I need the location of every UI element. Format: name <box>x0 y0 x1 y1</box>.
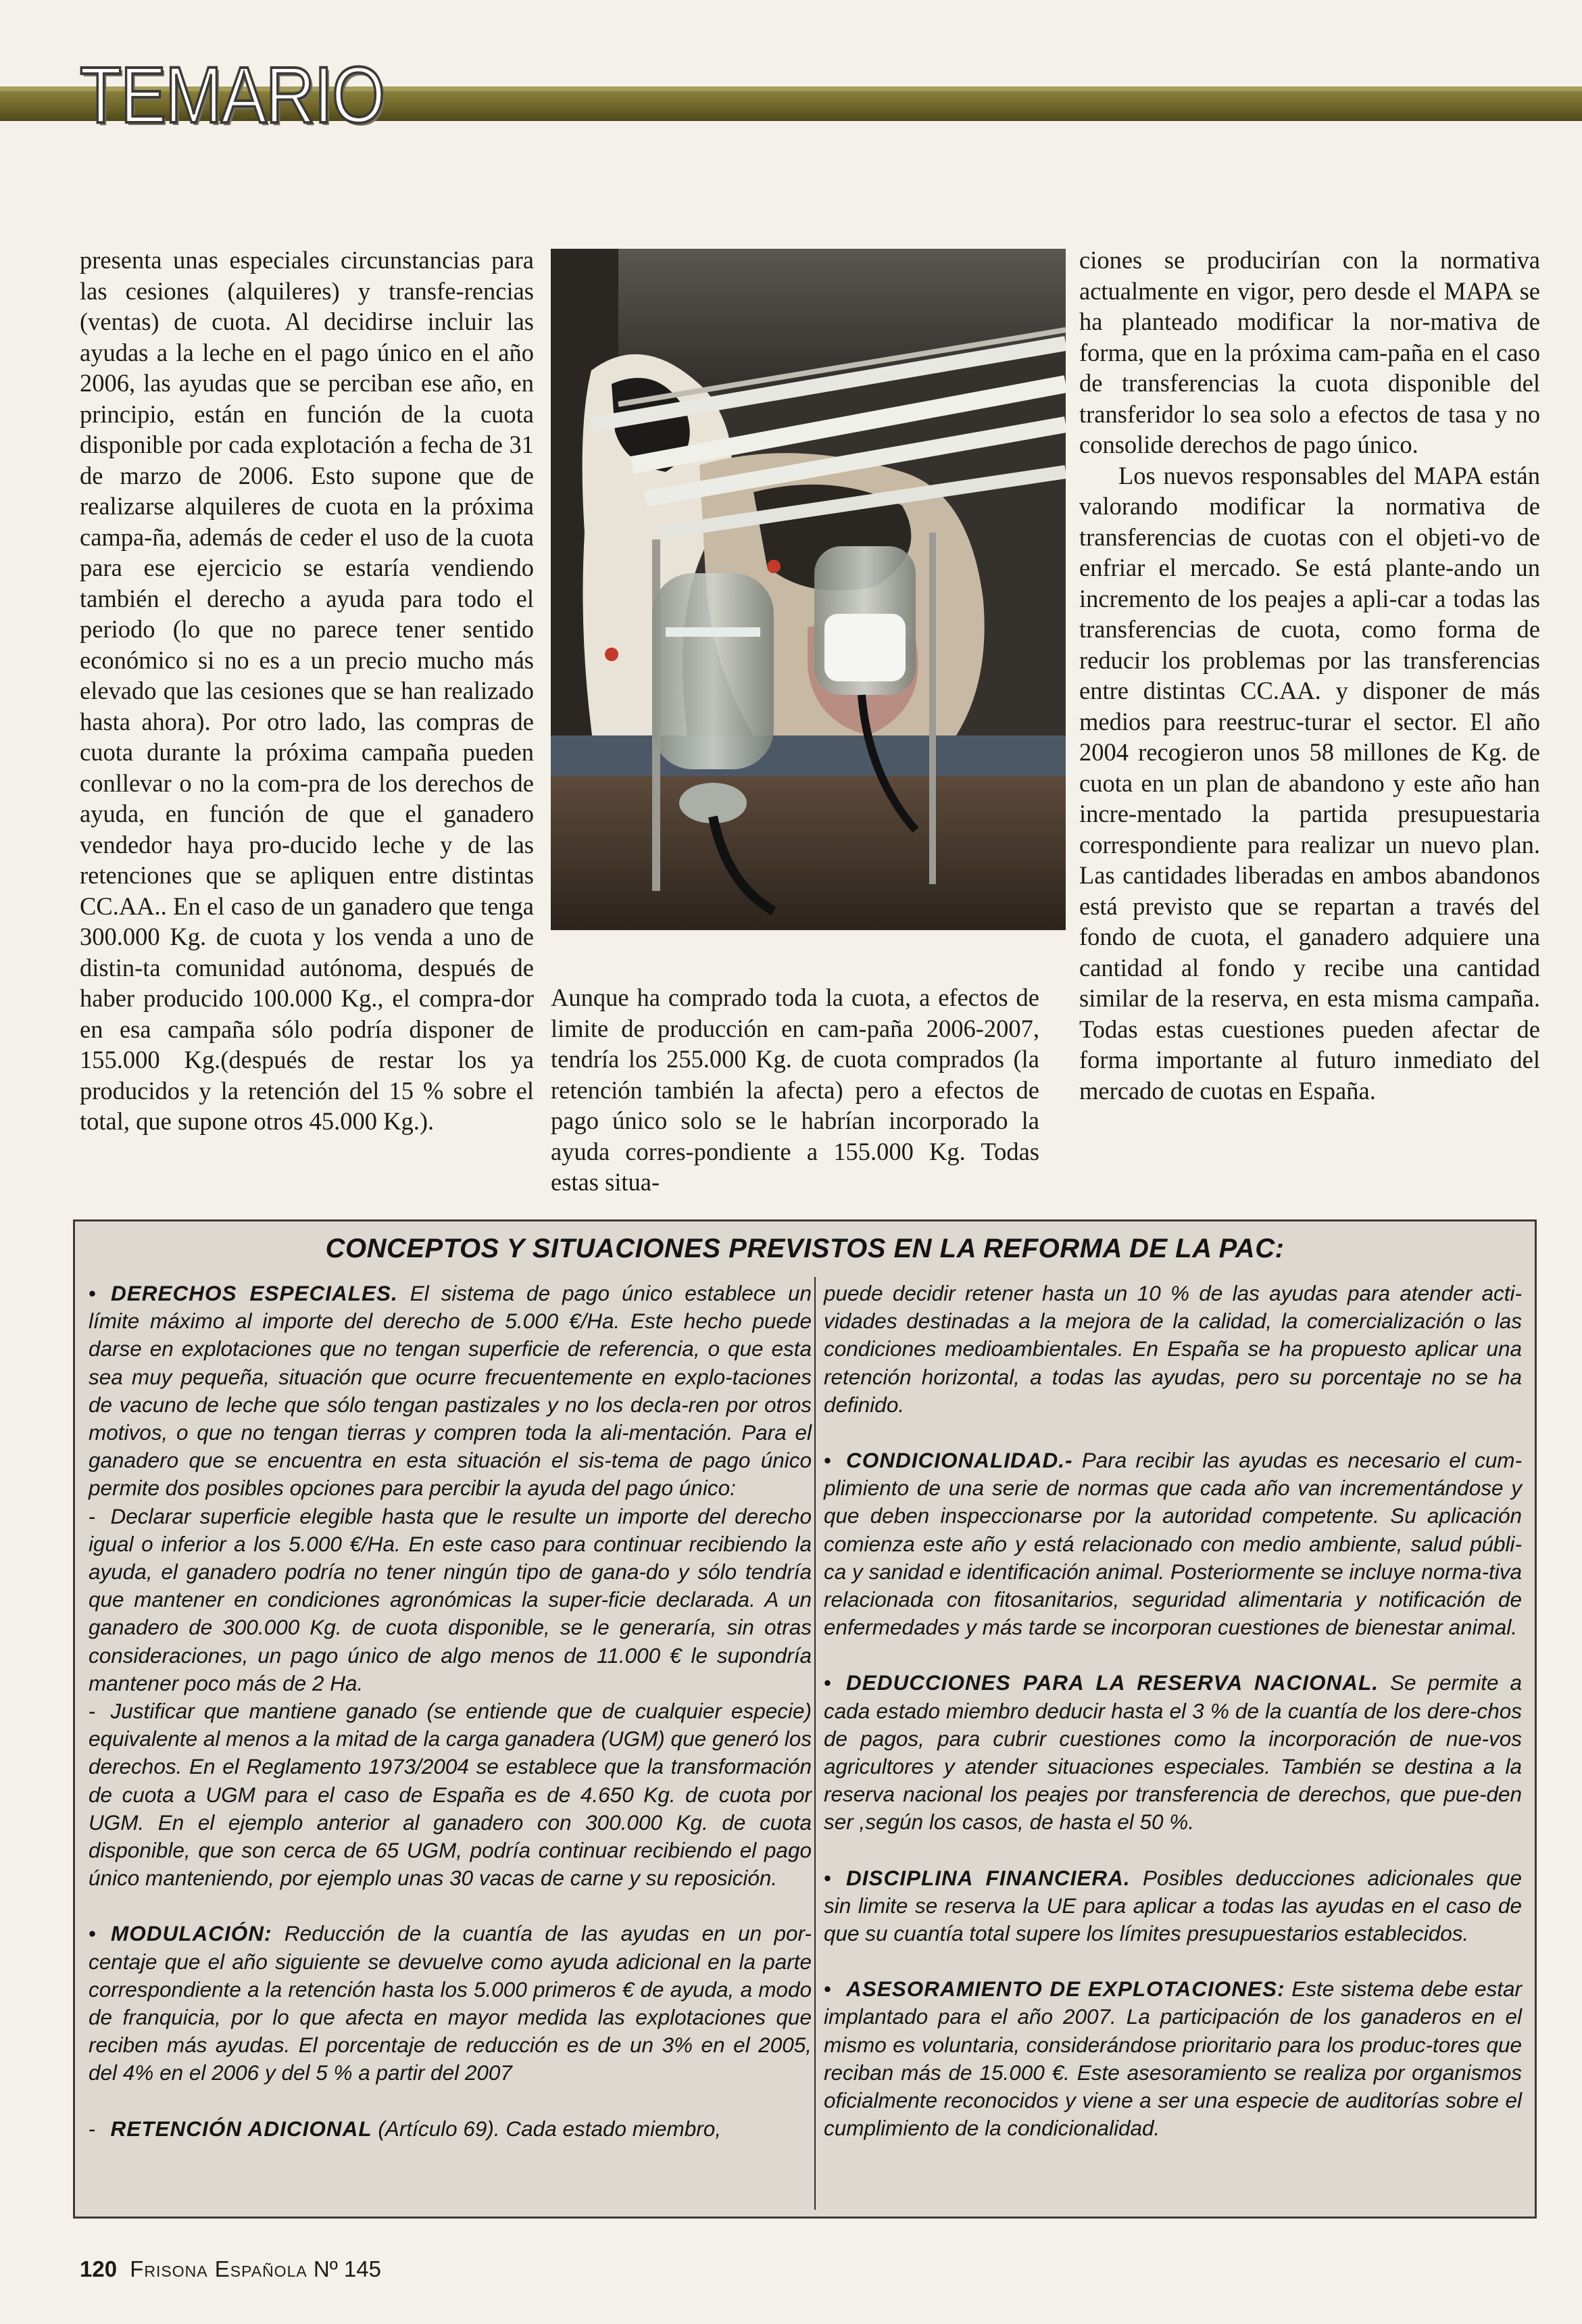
box-column-right <box>824 1280 1522 2142</box>
concept-text: Declarar superficie elegible hasta que le resulte un importe del derecho igual o inferior a los 5.000 €/Ha. En este caso para continuar recibiendo la ayuda, el ganadero podría no tener ningún tipo de gana-do y sólo tendría que mantener en condiciones agronómicas la super-ficie declarada. A un ganadero de 300.000 Kg. de cuota disponible, se le generaría, sin otras consideraciones, un pago único de algo menos de 11.000 € le supondría mantener poco más de 2 Ha. <box>89 1503 812 1695</box>
bullet-icon: • <box>824 1670 832 1695</box>
concept-text: (Artículo 69). Cada estado miembro, <box>372 2116 722 2141</box>
magazine-name: Frisona Española <box>130 2256 307 2281</box>
milking-parlour-photo <box>551 249 1066 930</box>
concept-text: Se permite a cada estado miembro deducir hasta el 3 % de la cuantía de los dere-chos de pagos, para cubrir cuestiones como la incorporación de nue-vos agricultores y atender situaciones especiales. También se destina a la reserva nacional los peajes por transferencia de derechos, que pue-den ser ,según los casos, de hasta el 50 %. <box>824 1670 1522 1835</box>
concept-retencion <box>89 2115 812 2143</box>
spacer <box>89 2087 812 2115</box>
concept-term: DISCIPLINA FINANCIERA. <box>846 1865 1131 1890</box>
page-number: 120 <box>80 2256 118 2281</box>
concept-text: Este sistema debe estar implantado para el año 2007. La participación de los ganaderos en el mismo es voluntaria, considerándose prioritario para los produc-tores que reciban más de 15.000 €. Este asesoramiento se realiza por organismos oficialmente reconocidos y viene a ser una especie de auditorías sobre el cumplimiento de la condicionalidad. <box>824 1977 1522 2141</box>
concept-term: DERECHOS ESPECIALES. <box>111 1281 398 1305</box>
concept-condicionalidad <box>824 1447 1522 1641</box>
bullet-icon: • <box>824 1865 832 1890</box>
spacer <box>824 1837 1522 1864</box>
spacer <box>89 1892 812 1920</box>
spacer <box>824 1641 1522 1669</box>
concept-text: puede decidir retener hasta un 10 % de las ayudas para atender acti-vidades destinadas a la mejora de la calidad, la comercialización o las condiciones medioambientales. En España se ha propuesto aplicar una retención horizontal, a todas las ayudas, pero su porcentaje no se ha definido. <box>824 1281 1522 1417</box>
concept-option <box>89 1697 812 1892</box>
concept-text: Reducción de la cuantía de las ayudas en un por-centaje que el año siguiente se devuelve como ayuda adicional en la parte correspondiente a la retención hasta los 5.000 primeros € de ayuda, a modo de franquicia, por lo que afecta en mayor medida las explotaciones que reciben más ayudas. El porcentaje de reducción es de un 3% en el 2005, del 4% en el 2006 y del 5 % a partir del 2007 <box>89 1921 812 2085</box>
dash-icon: - <box>89 1699 96 1724</box>
concept-option <box>89 1503 812 1697</box>
bullet-icon: • <box>824 1977 832 2002</box>
article-paragraph: presenta unas especiales circunstancias para las cesiones (alquileres) y transfe-rencias (ventas) de cuota. Al decidirse incluir las ayudas a la leche en el pago único en el año 2006, las ayudas que se perciban ese año, en principio, están en función de la cuota disponible por cada explotación a fecha de 31 de marzo de 2006. Esto supone que de realizarse alquileres de cuota en la próxima campa-ña, además de ceder el uso de la cuota para ese ejercicio se estaría vendiendo también el derecho a ayuda para todo el periodo (lo que no parece tener sentido económico si no es a un precio mucho más elevado que las cesiones que se han realizado hasta ahora). Por otro lado, las compras de cuota durante la próxima campaña pueden conllevar o no la com-pra de los derechos de ayuda, en función de que el ganadero vendedor haya pro-ducido leche y de las retenciones que se apliquen entre distintas CC.AA.. En el caso de un ganadero que tenga 300.000 Kg. de cuota y los venda a uno de distin-ta comunidad autónoma, después de haber producido 100.000 Kg., el compra-dor en esa campaña sólo podría disponer de 155.000 Kg.(después de restar los ya producidos y la retención del 15 % sobre el total, que supone otros 45.000 Kg.). <box>80 246 534 1135</box>
concept-text: Para recibir las ayudas es necesario el cum-plimiento de una serie de normas que cada año van incrementándose y que deben inspeccionarse por la autoridad competente. Su aplicación comienza este año y está relacionado con medio ambiente, salud públi-ca y sanidad e identificación animal. Posteriormente se incluye norma-tiva relacionada con fitosanitarios, seguridad alimentaria y notificación de enfermedades y más tarde se incorporan cuestiones de bienestar animal. <box>824 1448 1523 1640</box>
concept-term: ASESORAMIENTO DE EXPLOTACIONES: <box>846 1977 1285 2002</box>
dash-icon: - <box>89 1503 96 1528</box>
dash-icon: - <box>89 2116 96 2141</box>
concept-text: Justificar que mantiene ganado (se entiende que de cualquier especie) equivalente al menos a la mitad de la carga ganadera (UGM) que generó los derechos. En el Reglamento 1973/2004 se establece que la transformación de cuota a UGM para el caso de España es de 4.650 Kg. de cuota por UGM. En el ejemplo anterior al ganadero con 300.000 Kg. de cuota disponible, que son cerca de 65 UGM, podría continuar recibiendo el pago único manteniendo, por ejemplo unas 30 vacas de carne y su reposición. <box>89 1699 812 1891</box>
photo-illustration <box>551 249 1066 930</box>
concept-term: DEDUCCIONES PARA LA RESERVA NACIONAL. <box>846 1670 1379 1695</box>
concept-text: Posibles deducciones adicionales que sin limite se reserva la UE para aplicar a todas las ayudas en el caso de que su cuantía total supere los límites presupuestarios establecidos. <box>824 1865 1522 1946</box>
concept-derechos <box>89 1280 812 1503</box>
bullet-icon: • <box>89 1921 97 1946</box>
concept-term: CONDICIONALIDAD.- <box>846 1448 1073 1473</box>
box-column-left <box>89 1280 812 2143</box>
concept-term: RETENCIÓN ADICIONAL <box>110 2116 372 2141</box>
spacer <box>824 1947 1522 1975</box>
concepts-box <box>73 1219 1537 2219</box>
photo-caption-column <box>551 982 1039 1198</box>
section-title: TEMARIO <box>80 51 385 140</box>
issue-number: Nº 145 <box>313 2256 381 2281</box>
concept-disciplina <box>824 1864 1522 1948</box>
box-column-divider <box>814 1277 816 2210</box>
page-footer <box>80 2256 381 2282</box>
article-column-right <box>1079 245 1540 1106</box>
article-paragraph: Aunque ha comprado toda la cuota, a efectos de limite de producción en cam-paña 2006-2007, tendría los 255.000 Kg. de cuota comprados (la retención también la afecta) pero a efectos de pago único solo se le habrían incorporado la ayuda corres-pondiente a 155.000 Kg. Todas estas situa- <box>551 984 1039 1196</box>
article-paragraph: ciones se producirían con la normativa actualmente en vigor, pero desde el MAPA se ha planteado modificar la nor-mativa de forma, que en la próxima cam-paña en el caso de transferencias la cuota disponible del transferidor lo sea solo a efectos de tasa y no consolide derechos de pago único. <box>1079 246 1540 458</box>
article-column-left <box>80 245 534 1137</box>
concepts-box-title: CONCEPTOS Y SITUACIONES PREVISTOS EN LA REFORMA DE LA PAC: <box>325 1234 1285 1263</box>
concept-text: El sistema de pago único establece un límite máximo al importe del derecho de 5.000 €/Ha. Este hecho puede darse en explotaciones que no tengan superficie de referencia, o que esta sea muy pequeña, situación que ocurre frecuentemente en explo-taciones de vacuno de leche que sólo tengan pastizales y no los decla-ren por otros motivos, o que no tengan tierras y compren toda la ali-mentación. Para el ganadero que se encuentra en esta situación el sis-tema de pago único permite dos posibles opciones para percibir la ayuda del pago único: <box>89 1281 812 1501</box>
concept-deducciones <box>824 1669 1522 1836</box>
bullet-icon: • <box>89 1281 97 1305</box>
article-paragraph: Los nuevos responsables del MAPA están valorando modificar la normativa de transferencias de cuotas con el objeti-vo de enfriar el mercado. Se está plante-ando un incremento de los peajes a apli-car a todas las transferencias de cuota, como forma de reducir los problemas por las transferencias entre distintas CC.AA. y disponer de más medios para reestruc-turar el sector. El año 2004 recogieron unos 58 millones de Kg. de cuota en un plan de abandono y este año han incre-mentado la partida presupuestaria correspondiente para realizar un nuevo plan. Las cantidades liberadas en ambos abandonos está previsto que se repartan a través del fondo de cuota, el ganadero adquiere una cantidad al fondo y recibe una cantidad similar de la reserva, en esta misma campaña. Todas estas cuestiones pueden afectar de forma importante al futuro inmediato del mercado de cuotas en España. <box>1079 461 1540 1105</box>
concept-asesoramiento <box>824 1975 1522 2142</box>
concept-modulacion <box>89 1920 812 2087</box>
bullet-icon: • <box>824 1448 832 1473</box>
concept-term: MODULACIÓN: <box>111 1921 272 1946</box>
spacer <box>824 1419 1522 1447</box>
